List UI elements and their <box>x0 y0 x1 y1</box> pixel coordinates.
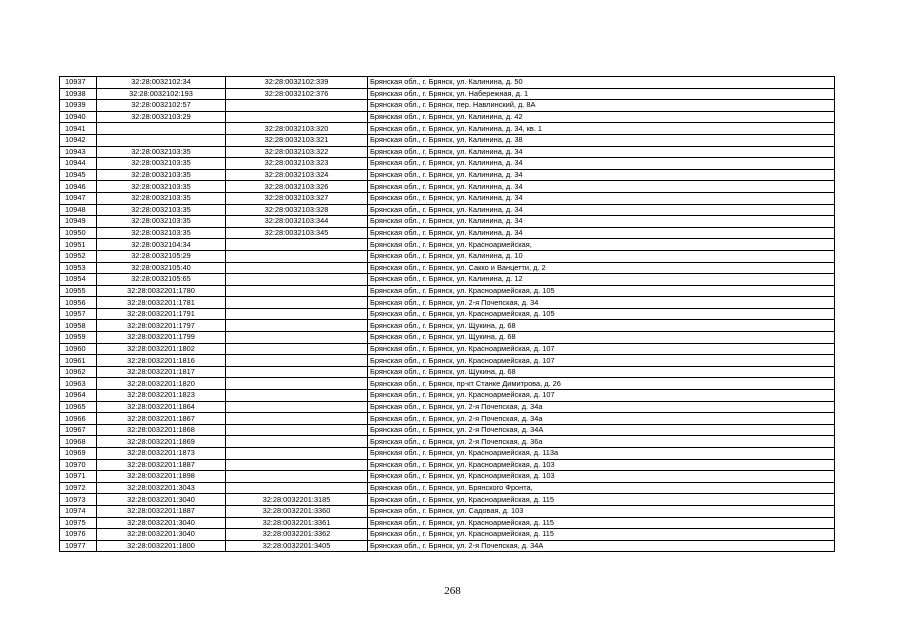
object-cadastral-number-cell <box>226 378 368 390</box>
row-number-cell: 10972 <box>60 482 97 494</box>
cadastral-number-cell: 32:28:0032102:57 <box>97 100 226 112</box>
object-cadastral-number-cell <box>226 111 368 123</box>
object-cadastral-number-cell: 32:28:0032103:320 <box>226 123 368 135</box>
object-cadastral-number-cell <box>226 424 368 436</box>
object-cadastral-number-cell <box>226 239 368 251</box>
row-number-cell: 10975 <box>60 517 97 529</box>
object-cadastral-number-cell: 32:28:0032103:344 <box>226 216 368 228</box>
cadastral-number-cell: 32:28:0032103:35 <box>97 192 226 204</box>
cadastral-number-cell: 32:28:0032201:1791 <box>97 308 226 320</box>
cadastral-number-cell: 32:28:0032201:1816 <box>97 355 226 367</box>
cadastral-number-cell: 32:28:0032102:34 <box>97 77 226 89</box>
row-number-cell: 10967 <box>60 424 97 436</box>
row-number-cell: 10953 <box>60 262 97 274</box>
row-number-cell: 10965 <box>60 401 97 413</box>
object-cadastral-number-cell <box>226 355 368 367</box>
table-row <box>60 390 835 402</box>
row-number-cell: 10947 <box>60 192 97 204</box>
address-cell: Брянская обл., г. Брянск, пр-кт Станке Димитрова, д. 26 <box>368 378 835 390</box>
table-row <box>60 378 835 390</box>
row-number-cell: 10974 <box>60 505 97 517</box>
table-row <box>60 320 835 332</box>
cadastral-number-cell: 32:28:0032201:1823 <box>97 390 226 402</box>
address-cell: Брянская обл., г. Брянск, ул. Калинина, д. 34 <box>368 227 835 239</box>
row-number-cell: 10976 <box>60 529 97 541</box>
object-cadastral-number-cell <box>226 401 368 413</box>
table-row <box>60 366 835 378</box>
cadastral-number-cell <box>97 134 226 146</box>
cadastral-number-cell: 32:28:0032102:193 <box>97 88 226 100</box>
row-number-cell: 10937 <box>60 77 97 89</box>
cadastral-number-cell: 32:28:0032201:1887 <box>97 459 226 471</box>
cadastral-number-cell: 32:28:0032201:1802 <box>97 343 226 355</box>
address-cell: Брянская обл., г. Брянск, ул. Набережная, д. 1 <box>368 88 835 100</box>
row-number-cell: 10948 <box>60 204 97 216</box>
address-cell: Брянская обл., г. Брянск, ул. Калинина, д. 42 <box>368 111 835 123</box>
table-row <box>60 343 835 355</box>
table-row <box>60 505 835 517</box>
row-number-cell: 10973 <box>60 494 97 506</box>
address-cell: Брянская обл., г. Брянск, ул. Красноармейская, д. 103 <box>368 459 835 471</box>
row-number-cell: 10949 <box>60 216 97 228</box>
row-number-cell: 10971 <box>60 471 97 483</box>
address-cell: Брянская обл., г. Брянск, ул. 2-я Почепская, д. 34 <box>368 297 835 309</box>
cadastral-number-cell: 32:28:0032201:1781 <box>97 297 226 309</box>
row-number-cell: 10961 <box>60 355 97 367</box>
row-number-cell: 10940 <box>60 111 97 123</box>
cadastral-number-cell: 32:28:0032103:35 <box>97 146 226 158</box>
cadastral-number-cell <box>97 123 226 135</box>
address-cell: Брянская обл., г. Брянск, пер. Навлинский, д. 8А <box>368 100 835 112</box>
object-cadastral-number-cell: 32:28:0032201:3185 <box>226 494 368 506</box>
row-number-cell: 10950 <box>60 227 97 239</box>
cadastral-number-cell: 32:28:0032201:3040 <box>97 529 226 541</box>
cadastral-number-cell: 32:28:0032201:1800 <box>97 540 226 552</box>
table-row <box>60 100 835 112</box>
table-row <box>60 285 835 297</box>
table-row <box>60 401 835 413</box>
cadastral-number-cell: 32:28:0032201:1869 <box>97 436 226 448</box>
cadastral-number-cell: 32:28:0032201:1873 <box>97 448 226 460</box>
address-cell: Брянская обл., г. Брянск, ул. Калинина, д. 50 <box>368 77 835 89</box>
object-cadastral-number-cell: 32:28:0032103:345 <box>226 227 368 239</box>
row-number-cell: 10943 <box>60 146 97 158</box>
table-row <box>60 181 835 193</box>
table-row <box>60 158 835 170</box>
object-cadastral-number-cell <box>226 366 368 378</box>
object-cadastral-number-cell <box>226 297 368 309</box>
row-number-cell: 10960 <box>60 343 97 355</box>
table-row <box>60 297 835 309</box>
object-cadastral-number-cell: 32:28:0032103:324 <box>226 169 368 181</box>
row-number-cell: 10962 <box>60 366 97 378</box>
cadastral-number-cell: 32:28:0032201:1867 <box>97 413 226 425</box>
cadastral-number-cell: 32:28:0032201:1820 <box>97 378 226 390</box>
row-number-cell: 10939 <box>60 100 97 112</box>
table-row <box>60 192 835 204</box>
table-row <box>60 355 835 367</box>
cadastral-number-cell: 32:28:0032103:35 <box>97 169 226 181</box>
address-cell: Брянская обл., г. Брянск, ул. Красноармейская, д. 107 <box>368 343 835 355</box>
table-row <box>60 88 835 100</box>
address-cell: Брянская обл., г. Брянск, ул. 2-я Почепская, д. 34А <box>368 540 835 552</box>
object-cadastral-number-cell <box>226 436 368 448</box>
cadastral-number-cell: 32:28:0032201:3040 <box>97 517 226 529</box>
table-row <box>60 482 835 494</box>
row-number-cell: 10959 <box>60 332 97 344</box>
row-number-cell: 10969 <box>60 448 97 460</box>
object-cadastral-number-cell: 32:28:0032102:376 <box>226 88 368 100</box>
table-row <box>60 77 835 89</box>
row-number-cell: 10966 <box>60 413 97 425</box>
object-cadastral-number-cell <box>226 274 368 286</box>
address-cell: Брянская обл., г. Брянск, ул. Калинина, д. 34 <box>368 158 835 170</box>
row-number-cell: 10968 <box>60 436 97 448</box>
address-cell: Брянская обл., г. Брянск, ул. Брянского Фронта, <box>368 482 835 494</box>
address-cell: Брянская обл., г. Брянск, ул. Калинина, д. 34 <box>368 216 835 228</box>
object-cadastral-number-cell: 32:28:0032201:3405 <box>226 540 368 552</box>
table-row <box>60 274 835 286</box>
address-cell: Брянская обл., г. Брянск, ул. Щукина, д. 68 <box>368 366 835 378</box>
address-cell: Брянская обл., г. Брянск, ул. Калинина, д. 10 <box>368 250 835 262</box>
address-cell: Брянская обл., г. Брянск, ул. Красноармейская, д. 115 <box>368 494 835 506</box>
row-number-cell: 10945 <box>60 169 97 181</box>
cadastral-number-cell: 32:28:0032201:1799 <box>97 332 226 344</box>
row-number-cell: 10964 <box>60 390 97 402</box>
cadastral-number-cell: 32:28:0032201:1817 <box>97 366 226 378</box>
table-row <box>60 239 835 251</box>
row-number-cell: 10941 <box>60 123 97 135</box>
object-cadastral-number-cell <box>226 343 368 355</box>
table-row <box>60 529 835 541</box>
address-cell: Брянская обл., г. Брянск, ул. Красноармейская, д. 103 <box>368 471 835 483</box>
address-cell: Брянская обл., г. Брянск, ул. Красноармейская, д. 115 <box>368 517 835 529</box>
address-cell: Брянская обл., г. Брянск, ул. 2-я Почепская, д. 34А <box>368 424 835 436</box>
object-cadastral-number-cell <box>226 332 368 344</box>
row-number-cell: 10957 <box>60 308 97 320</box>
object-cadastral-number-cell: 32:28:0032103:321 <box>226 134 368 146</box>
object-cadastral-number-cell <box>226 262 368 274</box>
cadastral-number-cell: 32:28:0032201:3043 <box>97 482 226 494</box>
cadastral-number-cell: 32:28:0032201:1887 <box>97 505 226 517</box>
cadastral-number-cell: 32:28:0032201:1898 <box>97 471 226 483</box>
address-cell: Брянская обл., г. Брянск, ул. 2-я Почепская, д. 34а <box>368 401 835 413</box>
row-number-cell: 10958 <box>60 320 97 332</box>
address-cell: Брянская обл., г. Брянск, ул. 2-я Почепская, д. 34а <box>368 413 835 425</box>
cadastral-number-cell: 32:28:0032103:29 <box>97 111 226 123</box>
table-row <box>60 262 835 274</box>
address-cell: Брянская обл., г. Брянск, ул. Сакко и Ванцетти, д. 2 <box>368 262 835 274</box>
row-number-cell: 10946 <box>60 181 97 193</box>
row-number-cell: 10942 <box>60 134 97 146</box>
cadastral-number-cell: 32:28:0032103:35 <box>97 181 226 193</box>
address-cell: Брянская обл., г. Брянск, ул. Калинина, д. 34 <box>368 204 835 216</box>
table-row <box>60 308 835 320</box>
table-row <box>60 123 835 135</box>
object-cadastral-number-cell <box>226 448 368 460</box>
cadastral-number-cell: 32:28:0032105:40 <box>97 262 226 274</box>
address-cell: Брянская обл., г. Брянск, ул. Красноармейская, д. 105 <box>368 308 835 320</box>
table-row <box>60 471 835 483</box>
address-cell: Брянская обл., г. Брянск, ул. Щукина, д. 68 <box>368 320 835 332</box>
table-row <box>60 436 835 448</box>
object-cadastral-number-cell <box>226 459 368 471</box>
row-number-cell: 10952 <box>60 250 97 262</box>
table-row <box>60 424 835 436</box>
address-cell: Брянская обл., г. Брянск, ул. Калинина, д. 34 <box>368 192 835 204</box>
address-cell: Брянская обл., г. Брянск, ул. Калинина, д. 12 <box>368 274 835 286</box>
address-cell: Брянская обл., г. Брянск, ул. 2-я Почепская, д. 36а <box>368 436 835 448</box>
cadastral-number-cell: 32:28:0032201:1780 <box>97 285 226 297</box>
address-cell: Брянская обл., г. Брянск, ул. Калинина, д. 34, кв. 1 <box>368 123 835 135</box>
address-cell: Брянская обл., г. Брянск, ул. Красноармейская, д. 113а <box>368 448 835 460</box>
table-row <box>60 169 835 181</box>
object-cadastral-number-cell <box>226 285 368 297</box>
address-cell: Брянская обл., г. Брянск, ул. Калинина, д. 38 <box>368 134 835 146</box>
object-cadastral-number-cell <box>226 413 368 425</box>
table-row <box>60 413 835 425</box>
cadastral-number-cell: 32:28:0032103:35 <box>97 204 226 216</box>
object-cadastral-number-cell: 32:28:0032103:327 <box>226 192 368 204</box>
row-number-cell: 10956 <box>60 297 97 309</box>
address-cell: Брянская обл., г. Брянск, ул. Калинина, д. 34 <box>368 146 835 158</box>
registry-table-body <box>60 77 835 552</box>
row-number-cell: 10944 <box>60 158 97 170</box>
table-row <box>60 134 835 146</box>
registry-table <box>59 76 835 552</box>
row-number-cell: 10977 <box>60 540 97 552</box>
object-cadastral-number-cell: 32:28:0032201:3360 <box>226 505 368 517</box>
object-cadastral-number-cell <box>226 308 368 320</box>
row-number-cell: 10951 <box>60 239 97 251</box>
object-cadastral-number-cell: 32:28:0032102:339 <box>226 77 368 89</box>
address-cell: Брянская обл., г. Брянск, ул. Красноармейская, д. 115 <box>368 529 835 541</box>
table-row <box>60 111 835 123</box>
row-number-cell: 10955 <box>60 285 97 297</box>
cadastral-number-cell: 32:28:0032105:29 <box>97 250 226 262</box>
object-cadastral-number-cell <box>226 250 368 262</box>
cadastral-number-cell: 32:28:0032103:35 <box>97 227 226 239</box>
table-row <box>60 459 835 471</box>
object-cadastral-number-cell <box>226 390 368 402</box>
table-row <box>60 146 835 158</box>
cadastral-number-cell: 32:28:0032201:1864 <box>97 401 226 413</box>
page-number: 268 <box>444 585 461 597</box>
object-cadastral-number-cell: 32:28:0032103:323 <box>226 158 368 170</box>
table-row <box>60 204 835 216</box>
object-cadastral-number-cell <box>226 100 368 112</box>
row-number-cell: 10970 <box>60 459 97 471</box>
address-cell: Брянская обл., г. Брянск, ул. Красноармейская, <box>368 239 835 251</box>
table-row <box>60 250 835 262</box>
cadastral-number-cell: 32:28:0032103:35 <box>97 158 226 170</box>
object-cadastral-number-cell <box>226 320 368 332</box>
table-row <box>60 332 835 344</box>
cadastral-number-cell: 32:28:0032201:1797 <box>97 320 226 332</box>
cadastral-number-cell: 32:28:0032104:34 <box>97 239 226 251</box>
object-cadastral-number-cell: 32:28:0032201:3361 <box>226 517 368 529</box>
table-row <box>60 540 835 552</box>
object-cadastral-number-cell: 32:28:0032103:326 <box>226 181 368 193</box>
address-cell: Брянская обл., г. Брянск, ул. Красноармейская, д. 105 <box>368 285 835 297</box>
address-cell: Брянская обл., г. Брянск, ул. Калинина, д. 34 <box>368 181 835 193</box>
address-cell: Брянская обл., г. Брянск, ул. Щукина, д. 68 <box>368 332 835 344</box>
address-cell: Брянская обл., г. Брянск, ул. Калинина, д. 34 <box>368 169 835 181</box>
table-row <box>60 227 835 239</box>
object-cadastral-number-cell: 32:28:0032103:322 <box>226 146 368 158</box>
object-cadastral-number-cell: 32:28:0032201:3362 <box>226 529 368 541</box>
table-row <box>60 517 835 529</box>
table-row <box>60 494 835 506</box>
table-row <box>60 448 835 460</box>
cadastral-number-cell: 32:28:0032201:3040 <box>97 494 226 506</box>
object-cadastral-number-cell: 32:28:0032103:328 <box>226 204 368 216</box>
table-row <box>60 216 835 228</box>
object-cadastral-number-cell <box>226 482 368 494</box>
row-number-cell: 10954 <box>60 274 97 286</box>
row-number-cell: 10963 <box>60 378 97 390</box>
object-cadastral-number-cell <box>226 471 368 483</box>
cadastral-number-cell: 32:28:0032103:35 <box>97 216 226 228</box>
address-cell: Брянская обл., г. Брянск, ул. Красноармейская, д. 107 <box>368 355 835 367</box>
row-number-cell: 10938 <box>60 88 97 100</box>
cadastral-number-cell: 32:28:0032201:1868 <box>97 424 226 436</box>
address-cell: Брянская обл., г. Брянск, ул. Садовая, д. 103 <box>368 505 835 517</box>
cadastral-number-cell: 32:28:0032105:65 <box>97 274 226 286</box>
address-cell: Брянская обл., г. Брянск, ул. Красноармейская, д. 107 <box>368 390 835 402</box>
